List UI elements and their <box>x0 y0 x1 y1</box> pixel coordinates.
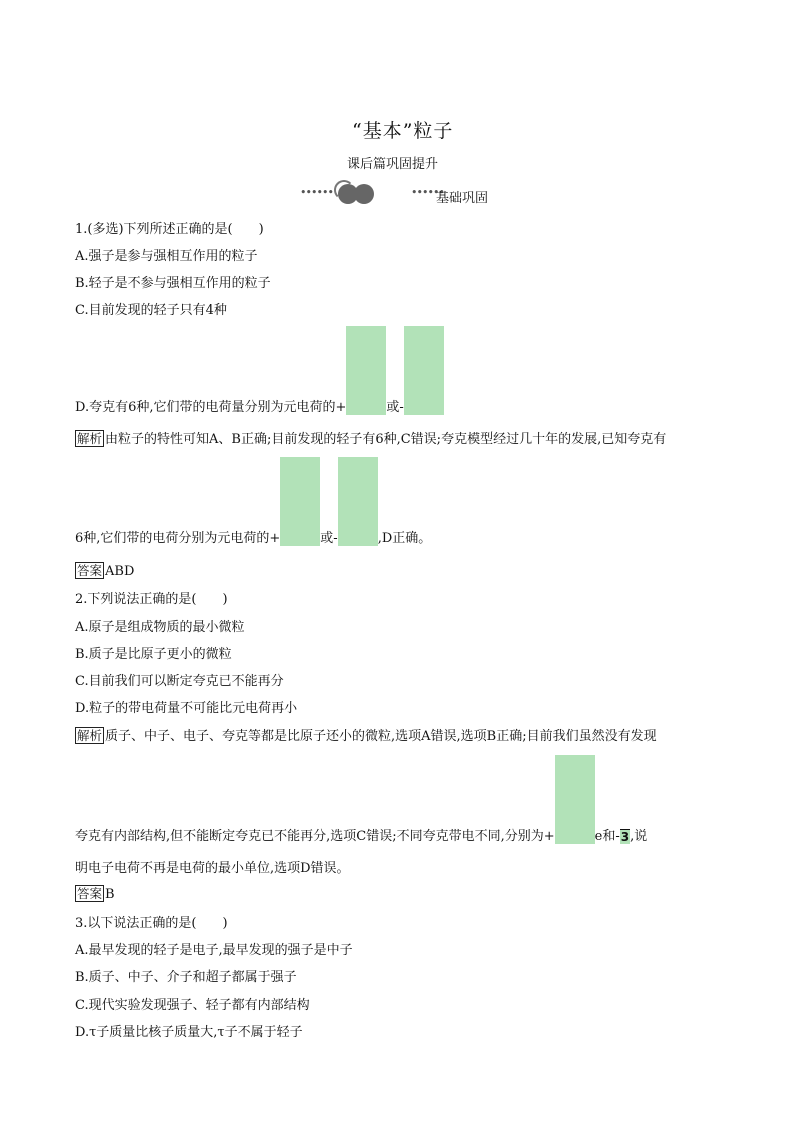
q1-explanation-text2: 6种,它们带的电荷分别为元电荷的+ <box>75 531 281 546</box>
q2-explanation-text1: 质子、中子、电子、夸克等都是比原子还小的微粒,选项A错误,选项B正确;目前我们虽然没有发现 <box>105 729 657 744</box>
q1-option-b: B.轻子是不参与强相互作用的粒子 <box>75 276 271 291</box>
circle-icon <box>354 184 374 204</box>
fraction-image <box>555 755 595 844</box>
dots-left: •••••• <box>300 186 333 199</box>
section-header <box>300 180 500 204</box>
fraction-image <box>346 326 386 415</box>
q3-stem: 3.以下说法正确的是( ) <box>75 916 228 931</box>
q3-option-a: A.最早发现的轻子是电子,最早发现的强子是中子 <box>75 943 353 958</box>
q2-option-d: D.粒子的带电荷量不可能比元电荷再小 <box>75 701 298 716</box>
q2-answer <box>75 884 115 902</box>
q1-option-a: A.强子是参与强相互作用的粒子 <box>75 249 258 264</box>
explanation-tag: 解析 <box>77 728 103 743</box>
fraction-image <box>404 326 444 415</box>
answer-tag: 答案 <box>77 886 103 901</box>
q2-stem: 2.下列说法正确的是( ) <box>75 592 228 607</box>
q2-explanation-line1 <box>75 725 657 744</box>
explanation-tag: 解析 <box>77 431 103 446</box>
q2-explanation-end: ,说 <box>630 829 648 844</box>
q1-stem: 1.(多选)下列所述正确的是( ) <box>75 222 264 237</box>
q3-option-d: D.τ子质量比核子质量大,τ子不属于轻子 <box>75 1025 303 1040</box>
fraction-image <box>338 457 378 546</box>
q2-explanation-mid: e和- <box>594 829 620 844</box>
q1-explanation-line2 <box>75 456 431 546</box>
q1-explanation-end: ,D正确。 <box>377 531 432 546</box>
fraction-image <box>280 457 320 546</box>
answer-tag: 答案 <box>77 563 103 578</box>
q2-answer-value: B <box>105 887 115 902</box>
section-label: 基础巩固 <box>436 191 489 206</box>
q2-explanation-line3: 明电子电荷不再是电荷的最小单位,选项D错误。 <box>75 861 350 876</box>
page-subtitle: 课后篇巩固提升 <box>347 157 439 172</box>
q1-option-d <box>75 325 444 415</box>
q1-option-c: C.目前发现的轻子只有4种 <box>75 303 227 318</box>
q2-explanation-line2 <box>75 753 647 844</box>
q2-option-c: C.目前我们可以断定夸克已不能再分 <box>75 674 284 689</box>
q2-option-a: A.原子是组成物质的最小微粒 <box>75 620 245 635</box>
q1-explanation-line1 <box>75 428 666 447</box>
page-title: “基本”粒子 <box>352 120 454 142</box>
q2-option-b: B.质子是比原子更小的微粒 <box>75 647 232 662</box>
dots-right: •••••• <box>411 186 444 199</box>
q1-answer-value: ABD <box>105 564 135 579</box>
q1-d-mid: 或- <box>386 400 404 415</box>
fraction-denominator: 3 <box>620 830 630 844</box>
q2-explanation-text2: 夸克有内部结构,但不能断定夸克已不能再分,选项C错误;不同夸克带电不同,分别为+ <box>75 829 555 844</box>
q1-explanation-mid: 或- <box>320 531 338 546</box>
q3-option-c: C.现代实验发现强子、轻子都有内部结构 <box>75 998 310 1013</box>
q1-answer <box>75 561 134 579</box>
q1-explanation-text1: 由粒子的特性可知A、B正确;目前发现的轻子有6种,C错误;夸克模型经过几十年的发展,已知夸克有 <box>105 432 667 447</box>
q3-option-b: B.质子、中子、介子和超子都属于强子 <box>75 970 297 985</box>
q1-d-text: D.夸克有6种,它们带的电荷量分别为元电荷的+ <box>75 400 347 415</box>
